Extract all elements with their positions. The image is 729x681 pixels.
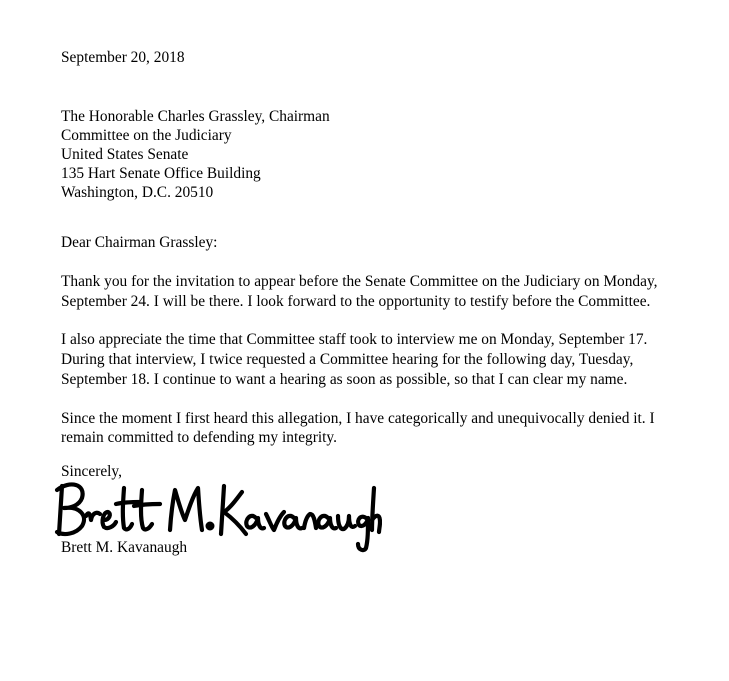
letter-date: September 20, 2018 [61,49,185,66]
paragraph-line: September 24. I will be there. I look forward to the opportunity to testify before the Committee. [61,293,651,310]
recipient-line: The Honorable Charles Grassley, Chairman [61,108,330,125]
recipient-line: 135 Hart Senate Office Building [61,165,261,182]
recipient-line: Washington, D.C. 20510 [61,184,214,201]
closing: Sincerely, [61,463,122,480]
salutation: Dear Chairman Grassley: [61,234,218,251]
paragraph-line: September 18. I continue to want a hearing as soon as possible, so that I can clear my name. [61,371,628,388]
recipient-line: Committee on the Judiciary [61,127,232,144]
paragraph-line: Thank you for the invitation to appear before the Senate Committee on the Judiciary on Monday, [61,273,658,290]
paragraph-line: During that interview, I twice requested a Committee hearing for the following day, Tuesday, [61,351,634,368]
recipient-line: United States Senate [61,146,189,163]
paragraph-line: I also appreciate the time that Committee staff took to interview me on Monday, September 17. [61,331,648,348]
paragraph-line: remain committed to defending my integrity. [61,429,337,446]
signer-name: Brett M. Kavanaugh [61,539,188,556]
paragraph-line: Since the moment I first heard this allegation, I have categorically and unequivocally denied it. I [61,410,655,427]
